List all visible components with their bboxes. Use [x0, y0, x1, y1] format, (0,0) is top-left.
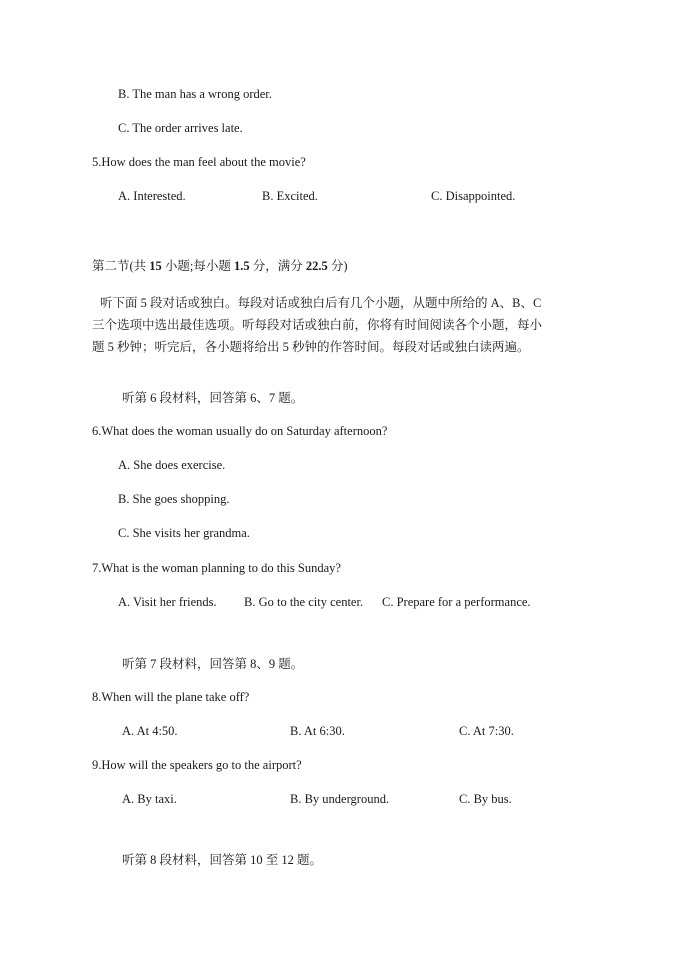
q5-option-b: B. Excited.	[262, 189, 318, 203]
q4-option-b: B. The man has a wrong order.	[118, 87, 272, 101]
q9-question: 9.How will the speakers go to the airport?	[92, 758, 302, 772]
q5-option-c: C. Disappointed.	[431, 189, 516, 203]
seg8-header: 听第 8 段材料，回答第 10 至 12 题。	[122, 853, 323, 867]
q7-question: 7.What is the woman planning to do this Sunday?	[92, 561, 341, 575]
instruction-line: 题 5 秒钟；听完后，各小题将给出 5 秒钟的作答时间。每段对话或独白读两遍。	[92, 340, 530, 354]
q7-option-a: A. Visit her friends.	[118, 595, 217, 609]
q5-option-a: A. Interested.	[118, 189, 186, 203]
q9-option-c: C. By bus.	[459, 792, 512, 806]
q9-option-a: A. By taxi.	[122, 792, 177, 806]
instruction-line: 三个选项中选出最佳选项。听每段对话或独白前，你将有时间阅读各个小题，每小	[92, 318, 543, 332]
seg7-header: 听第 7 段材料，回答第 8、9 题。	[122, 657, 304, 671]
q8-option-b: B. At 6:30.	[290, 724, 345, 738]
q6-question: 6.What does the woman usually do on Saturday afternoon?	[92, 424, 388, 438]
q5-question: 5.How does the man feel about the movie?	[92, 155, 306, 169]
section2-instructions	[92, 292, 602, 358]
q6-option-a: A. She does exercise.	[118, 458, 226, 472]
q8-option-a: A. At 4:50.	[122, 724, 178, 738]
q7-option-b: B. Go to the city center.	[244, 595, 364, 609]
q9-option-b: B. By underground.	[290, 792, 390, 806]
section2-title: 第二节(共 15 小题;每小题 1.5 分，满分 22.5 分)	[92, 259, 348, 273]
q8-question: 8.When will the plane take off?	[92, 690, 250, 704]
q4-option-c: C. The order arrives late.	[118, 121, 243, 135]
q7-option-c: C. Prepare for a performance.	[382, 595, 531, 609]
instruction-line: 听下面 5 段对话或独白。每段对话或独白后有几个小题，从题中所给的 A、B、C	[100, 296, 542, 310]
seg6-header: 听第 6 段材料，回答第 6、7 题。	[122, 391, 304, 405]
q6-option-c: C. She visits her grandma.	[118, 526, 250, 540]
q8-option-c: C. At 7:30.	[459, 724, 514, 738]
q6-option-b: B. She goes shopping.	[118, 492, 230, 506]
